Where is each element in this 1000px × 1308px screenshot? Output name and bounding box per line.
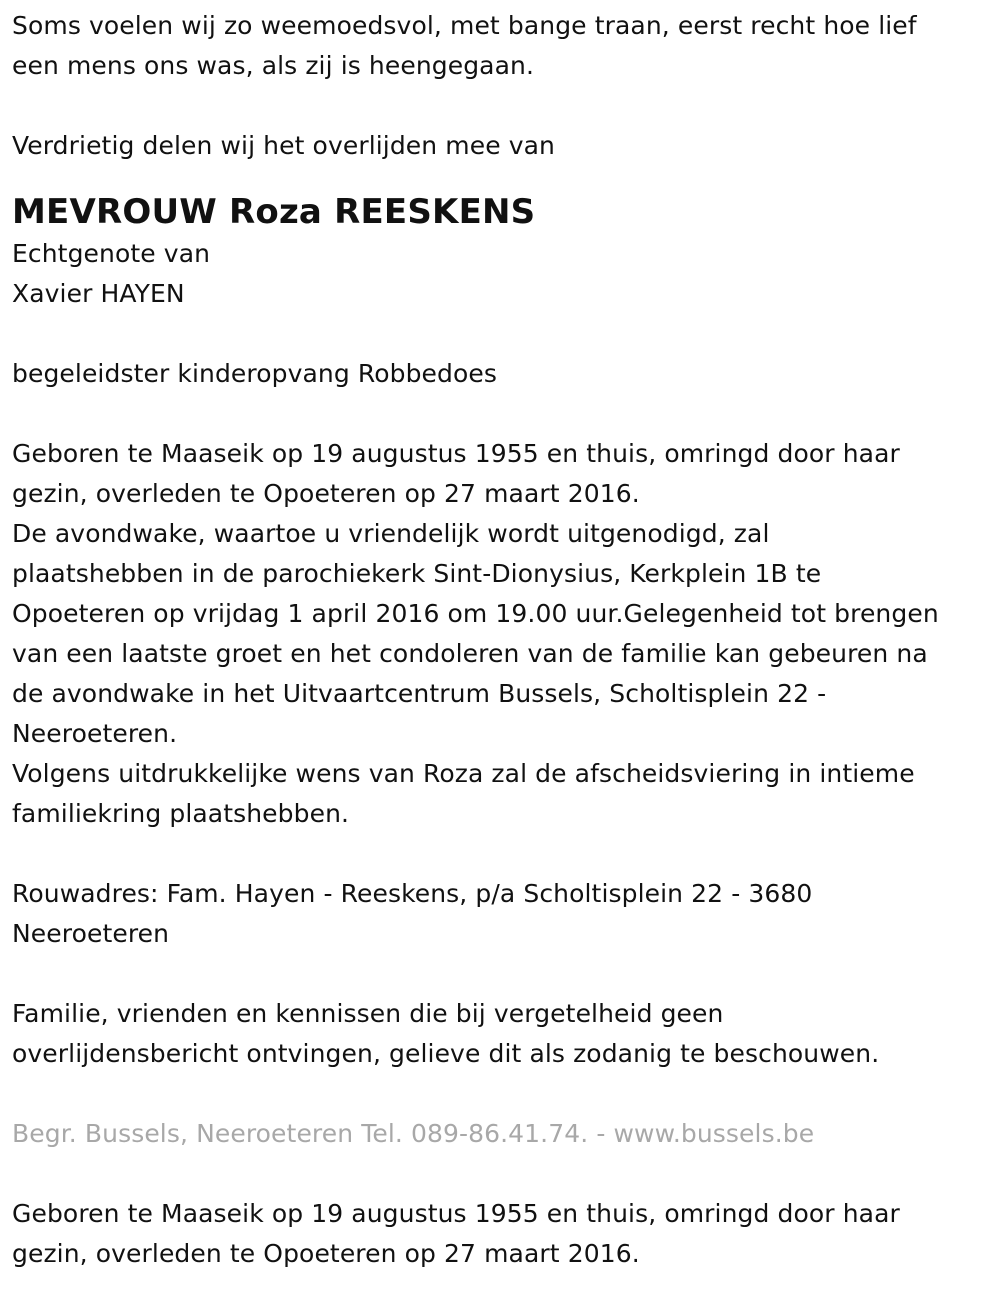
quote <box>12 6 1000 86</box>
repeat-line-2: gezin, overleden te Opoeteren op 27 maart 2016. <box>12 1239 640 1268</box>
quote-line-1: Soms voelen wij zo weemoedsvol, met bange traan, eerst recht hoe lief <box>12 11 917 40</box>
intro-text: Verdrietig delen wij het overlijden mee van <box>12 131 555 160</box>
details-line: gezin, overleden te Opoeteren op 27 maart 2016. <box>12 479 640 508</box>
repeat-block <box>12 1194 1000 1274</box>
details-line: Neeroeteren. <box>12 719 178 748</box>
details-line: de avondwake in het Uitvaartcentrum Bussels, Scholtisplein 22 - <box>12 679 827 708</box>
details-line: familiekring plaatshebben. <box>12 799 350 828</box>
mourning-address-line-1: Rouwadres: Fam. Hayen - Reeskens, p/a Scholtisplein 22 - 3680 <box>12 879 813 908</box>
details-line: Opoeteren op vrijdag 1 april 2016 om 19.00 uur.Gelegenheid tot brengen <box>12 599 939 628</box>
spouse-name: Xavier HAYEN <box>12 279 185 308</box>
deceased-name: MEVROUW Roza REESKENS <box>12 192 536 232</box>
details-line: van een laatste groet en het condoleren van de familie kan gebeuren na <box>12 639 928 668</box>
relation-label: Echtgenote van <box>12 239 211 268</box>
repeat-line-1: Geboren te Maaseik op 19 augustus 1955 en thuis, omringd door haar <box>12 1199 900 1228</box>
details-line: De avondwake, waartoe u vriendelijk wordt uitgenodigd, zal <box>12 519 770 548</box>
details-line: plaatshebben in de parochiekerk Sint-Dionysius, Kerkplein 1B te <box>12 559 822 588</box>
occupation: begeleidster kinderopvang Robbedoes <box>12 359 497 388</box>
mourning-address-line-2: Neeroeteren <box>12 919 170 948</box>
details-line: Volgens uitdrukkelijke wens van Roza zal de afscheidsviering in intieme <box>12 759 915 788</box>
notice-line-1: Familie, vrienden en kennissen die bij vergetelheid geen <box>12 999 724 1028</box>
funeral-home-contact: Begr. Bussels, Neeroeteren Tel. 089-86.41.74. - www.bussels.be <box>12 1119 815 1148</box>
notice-line-2: overlijdensbericht ontvingen, gelieve dit als zodanig te beschouwen. <box>12 1039 880 1068</box>
mourning-address <box>12 874 1000 954</box>
details-block <box>12 434 1000 834</box>
details-line: Geboren te Maaseik op 19 augustus 1955 en thuis, omringd door haar <box>12 439 900 468</box>
notice <box>12 994 1000 1074</box>
quote-line-2: een mens ons was, als zij is heengegaan. <box>12 51 535 80</box>
